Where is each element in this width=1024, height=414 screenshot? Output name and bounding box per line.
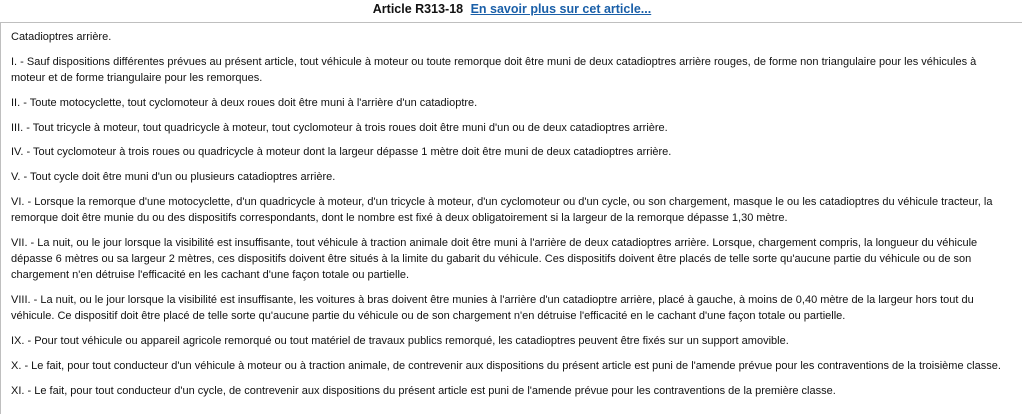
learn-more-link[interactable]: En savoir plus sur cet article... (470, 2, 652, 16)
article-title: Article R313-18 (372, 2, 464, 16)
paragraph-x: X. - Le fait, pour tout conducteur d'un véhicule à moteur ou à traction animale, de contrevenir aux dispositions du présent article est puni de l'amende prévue pour les contraventions de la troisième classe. (11, 359, 1001, 372)
paragraph-v: V. - Tout cycle doit être muni d'un ou plusieurs catadioptres arrière. (11, 171, 336, 184)
article-heading: Catadioptres arrière. (11, 31, 112, 43)
article-header (0, 0, 1024, 22)
paragraph-ii: II. - Toute motocyclette, tout cyclomoteur à deux roues doit être muni à l'arrière d'un catadioptre. (11, 96, 478, 109)
article-body (0, 22, 1022, 414)
paragraph-iv: IV. - Tout cyclomoteur à trois roues ou quadricycle à moteur dont la largeur dépasse 1 mètre doit être muni de deux catadioptres arrière. (11, 146, 672, 159)
paragraph-ix: IX. - Pour tout véhicule ou appareil agricole remorqué ou tout matériel de travaux publics remorqué, les catadioptres peuvent être fixés sur un support amovible. (11, 335, 789, 348)
paragraph-viii: VIII. - La nuit, ou le jour lorsque la visibilité est insuffisante, les voitures à bras doivent être munies à l'arrière d'un catadioptre arrière, placé à gauche, à moins de 0,40 mètre de la largeur hors tout du véhicule. Ce dispositif doit être placé de telle sorte qu'aucune partie du véhicule ou de son chargement n'en détruise l'efficacité en le cachant d'une façon totale ou partielle. (11, 294, 974, 323)
paragraph-xi: XI. - Le fait, pour tout conducteur d'un cycle, de contrevenir aux dispositions du présent article est puni de l'amende prévue pour les contraventions de la première classe. (11, 384, 836, 397)
paragraph-iii: III. - Tout tricycle à moteur, tout quadricycle à moteur, tout cyclomoteur à trois roues doit être muni d'un ou de deux catadioptres arrière. (11, 121, 668, 134)
paragraph-vi: VI. - Lorsque la remorque d'une motocyclette, d'un quadricycle à moteur, d'un tricycle à moteur, d'un cyclomoteur ou d'un cycle, ou son chargement, masque le ou les catadioptres du véhicule tracteur, la remorque doit être munie du ou des dispositifs correspondants, dont le nombre est fixé à deux obligatoirement si la largeur de la remorque dépasse 1,30 mètre. (11, 195, 993, 225)
paragraph-i: I. - Sauf dispositions différentes prévues au présent article, tout véhicule à moteur ou toute remorque doit être muni de deux catadioptres arrière rouges, de forme non triangulaire pour les véhicules à moteur et de forme triangulaire pour les remorques. (11, 55, 977, 84)
paragraph-vii: VII. - La nuit, ou le jour lorsque la visibilité est insuffisante, tout véhicule à traction animale doit être muni à l'arrière de deux catadioptres arrière. Lorsque, chargement compris, la longueur du véhicule dépasse 6 mètres ou sa largeur 2 mètres, ces dispositifs doivent être situés à la limite du gabarit du véhicule. Ces dispositifs doivent être placés de telle sorte qu'aucune partie du véhicule ou de son chargement n'en détruise l'efficacité en les cachant d'une façon totale ou partielle. (11, 236, 978, 282)
